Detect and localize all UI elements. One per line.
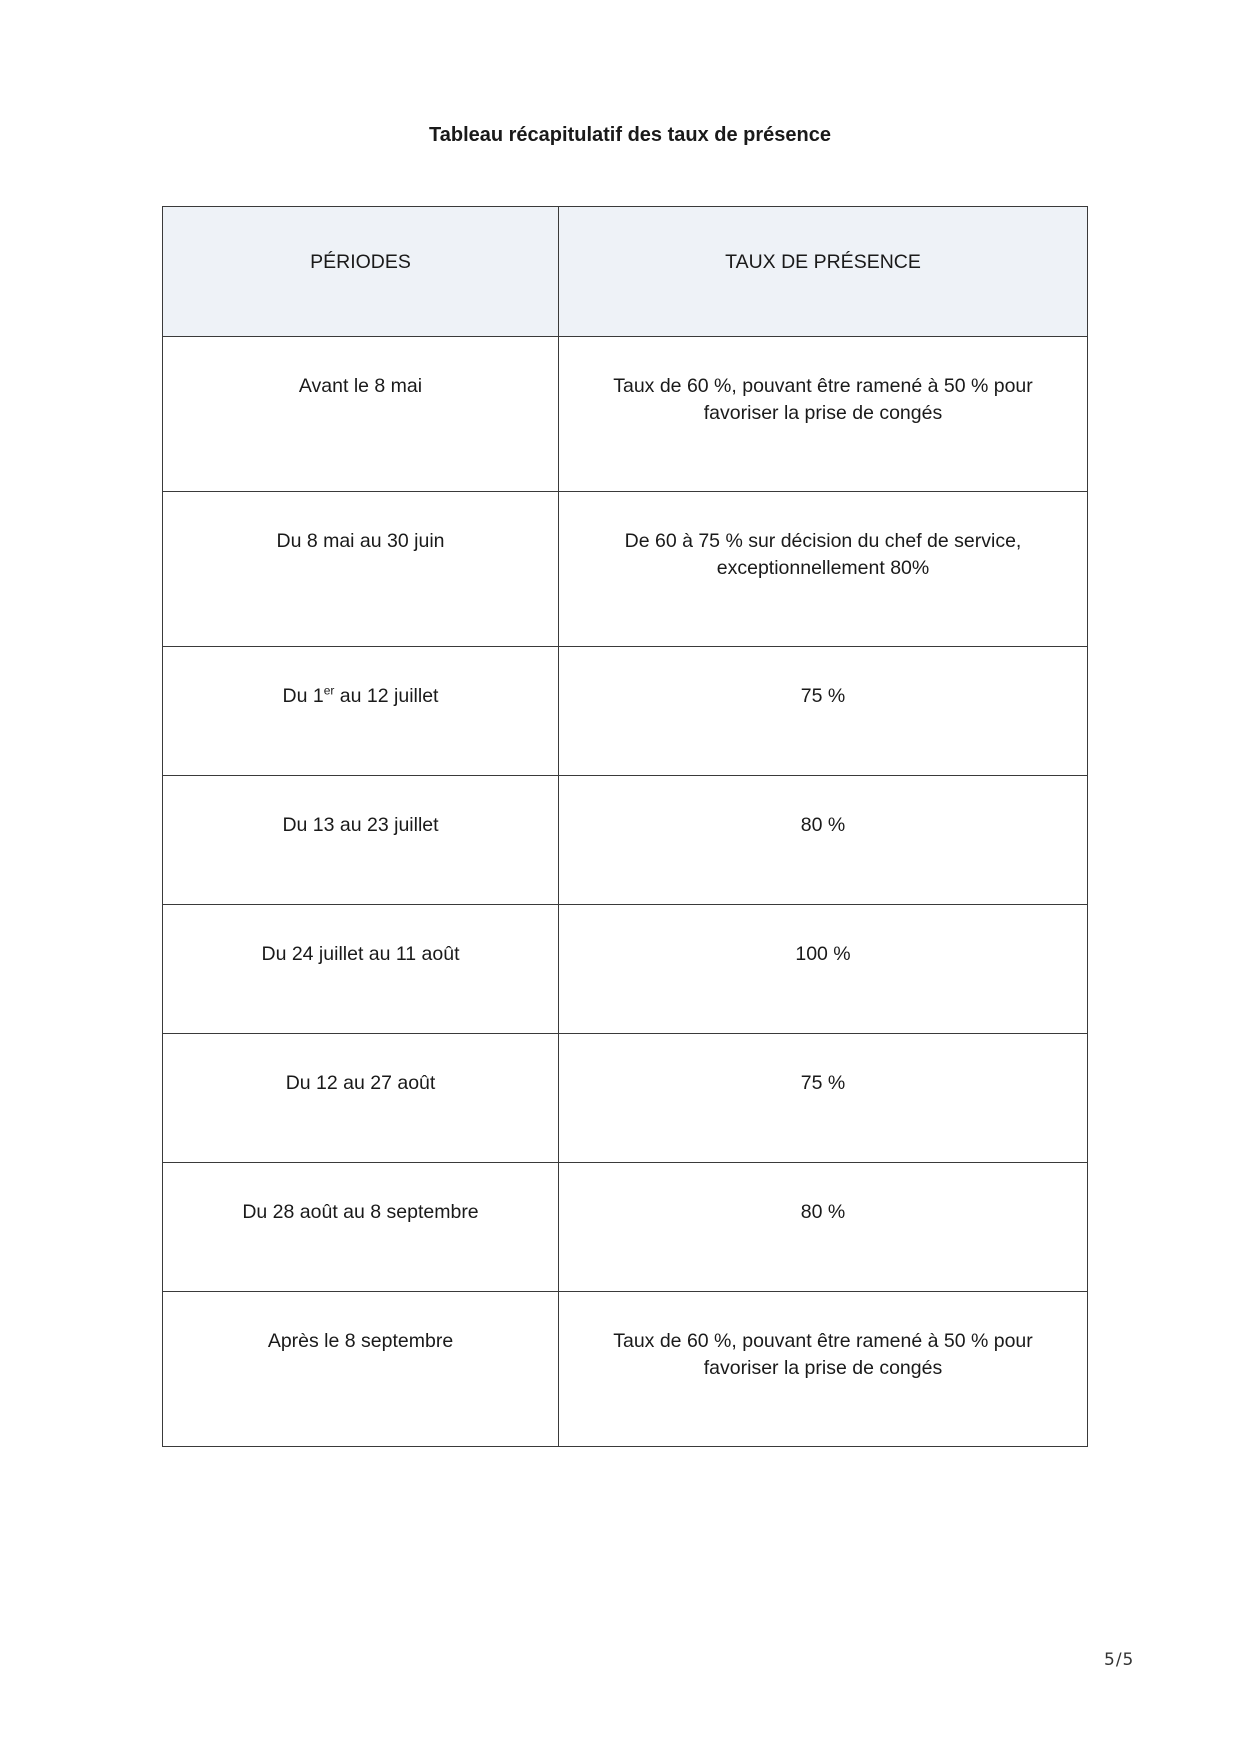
table-header-row — [163, 207, 1088, 337]
rate-cell: 75 % — [559, 1034, 1088, 1163]
period-cell: Du 13 au 23 juillet — [163, 776, 559, 905]
table-row — [163, 492, 1088, 647]
header-attendance-rate: TAUX DE PRÉSENCE — [559, 207, 1088, 337]
ordinal-suffix: er — [323, 683, 335, 698]
table-row — [163, 1292, 1088, 1447]
rate-cell — [559, 1292, 1088, 1447]
table-row — [163, 776, 1088, 905]
rate-cell: 75 % — [559, 647, 1088, 776]
rate-cell: 80 % — [559, 1163, 1088, 1292]
period-cell: Avant le 8 mai — [163, 337, 559, 492]
rate-cell — [559, 337, 1088, 492]
period-cell: Du 8 mai au 30 juin — [163, 492, 559, 647]
table-row — [163, 905, 1088, 1034]
table-row — [163, 1163, 1088, 1292]
rate-cell: 80 % — [559, 776, 1088, 905]
attendance-rate-table-container — [162, 206, 1087, 1447]
attendance-rate-table — [162, 206, 1088, 1447]
page-title: Tableau récapitulatif des taux de présence — [429, 124, 831, 146]
period-cell: Du 24 juillet au 11 août — [163, 905, 559, 1034]
period-suffix: au 12 juillet — [334, 685, 439, 707]
rate-line: exceptionnellement 80% — [716, 557, 930, 579]
rate-line: Taux de 60 %, pouvant être ramené à 50 % pour — [613, 375, 1033, 397]
rate-line: favoriser la prise de congés — [703, 1357, 943, 1379]
rate-cell — [559, 492, 1088, 647]
table-row — [163, 337, 1088, 492]
table-row — [163, 1034, 1088, 1163]
period-cell: Du 12 au 27 août — [163, 1034, 559, 1163]
rate-line: Taux de 60 %, pouvant être ramené à 50 % pour — [613, 1330, 1033, 1352]
period-cell: Après le 8 septembre — [163, 1292, 559, 1447]
rate-cell: 100 % — [559, 905, 1088, 1034]
rate-line: De 60 à 75 % sur décision du chef de service, — [624, 530, 1022, 552]
page-number: 5/5 — [1104, 1650, 1135, 1670]
header-periods: PÉRIODES — [163, 207, 559, 337]
table-row — [163, 647, 1088, 776]
period-cell — [163, 647, 559, 776]
period-cell: Du 28 août au 8 septembre — [163, 1163, 559, 1292]
period-prefix: Du 1 — [282, 685, 324, 707]
rate-line: favoriser la prise de congés — [703, 402, 943, 424]
